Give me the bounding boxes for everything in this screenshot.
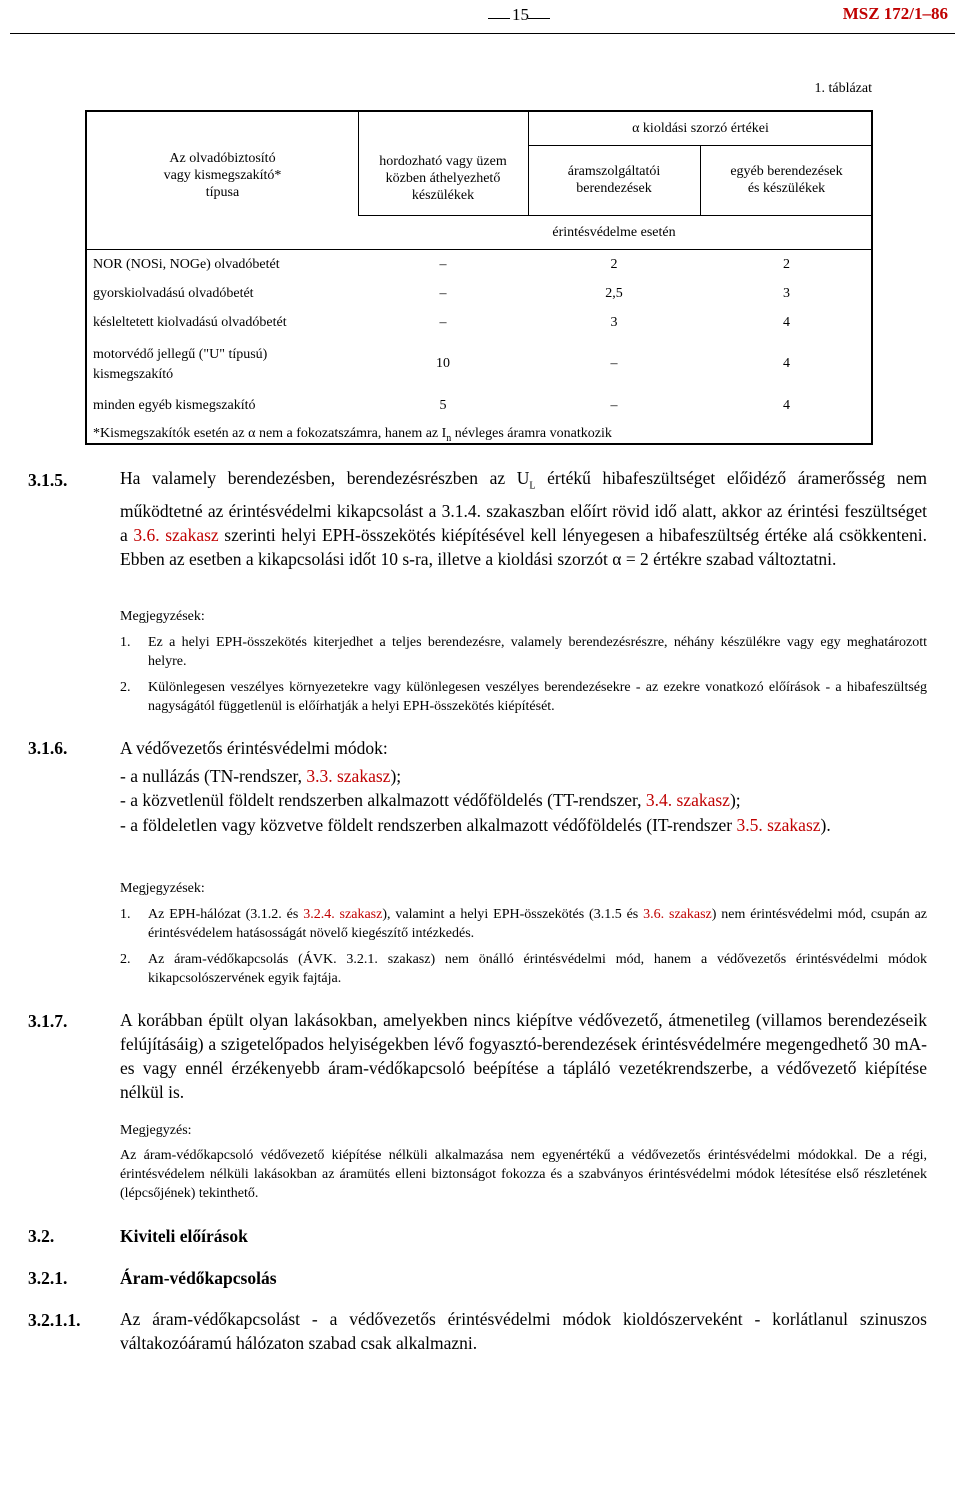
section-number-3-2-1: 3.2.1.	[28, 1268, 68, 1288]
note-number: 2.	[120, 952, 131, 967]
list-item: - a földeletlen vagy közvetve földelt rendszerben alkalmazott védőföldelés (IT-rendszer 3.5. szakasz).	[120, 815, 831, 835]
section-3-2-1-title: Áram-védőkapcsolás	[120, 1268, 277, 1288]
section-number-3-1-7: 3.1.7.	[28, 1011, 68, 1031]
cell-portable: –	[439, 286, 447, 301]
section-number-3-2: 3.2.	[28, 1226, 55, 1246]
note-number: 2.	[120, 680, 131, 695]
note-heading: Megjegyzés:	[120, 1123, 192, 1138]
section-3-2-title: Kiviteli előírások	[120, 1226, 248, 1246]
row-name: NOR (NOSi, NOGe) olvadóbetét	[93, 257, 280, 272]
cell-other: 4	[783, 315, 790, 330]
table-hline	[358, 215, 873, 216]
link-3-5[interactable]: 3.5. szakasz	[736, 815, 821, 835]
header-rule	[10, 33, 955, 34]
section-3-1-5-text: Ha valamely berendezésben, berendezésrészben az $U_L$ értékű hibafeszültséget előidéző áramerősség nem működtetné az érintésvédelmi kikapcsolást a 3.1.4. szakaszban előírt rövid idő alatt, akkor az érintési feszültséget a 3.6. szakasz szerinti helyi EPH-összekötés kiépítésével kell lényegesen a hibafeszültség értéke alá csökkenteni. Ebben az esetben a kikapcsolási időt 10 s-ra, illetve a kioldási szorzót α = 2 értékre szabad változtatni.	[120, 468, 927, 569]
note-text: Ez a helyi EPH-összekötés kiterjedhet a teljes berendezésre, valamely berendezésrészre, néhány készülékre vagy egy meghatározott helyre.	[148, 635, 927, 669]
col-type-header: Az olvadóbiztosító vagy kismegszakító* típusa	[163, 151, 282, 200]
link-3-4[interactable]: 3.4. szakasz	[645, 790, 730, 810]
page-number: 15	[512, 5, 529, 24]
alpha-table	[85, 110, 873, 445]
link-3-3[interactable]: 3.3. szakasz	[306, 766, 391, 786]
table-caption: 1. táblázat	[814, 81, 872, 96]
cell-portable: –	[439, 257, 447, 272]
note-text: Az áram-védőkapcsolás (ÁVK. 3.2.1. szakasz) nem önálló érintésvédelmi mód, hanem a védővezetős érintésvédelmi módok kikapcsolószervének egyik fajtája.	[148, 952, 927, 986]
col-protection-header: érintésvédelme esetén	[552, 225, 676, 240]
cell-service: 2,5	[605, 286, 623, 301]
cell-service: 2	[610, 257, 618, 272]
col-service-header: áramszolgáltatói berendezések	[567, 164, 661, 196]
cell-other: 4	[783, 398, 790, 413]
row-name: késleltetett kiolvadású olvadóbetét	[93, 315, 287, 330]
cell-other: 2	[783, 257, 790, 272]
cell-service: –	[610, 398, 618, 413]
section-3-1-7-text: A korábban épült olyan lakásokban, amelyekben nincs kiépítve védővezető, átmenetileg (villamos berendezéseik felújításáig) a szigetelőpados helyiségekben lévő fogyasztó-berendezések érintésvédelmére megengedhető 30 mA-es vagy ennél érzékenyebb áram-védőkapcsoló beépítése a tápláló vezetékrendszerbe, a védővezető kiépítése nélkül is.	[120, 1010, 927, 1102]
col-alpha-header: α kioldási szorzó értékei	[632, 121, 769, 136]
header-dash-right	[528, 18, 550, 19]
col-other-header: egyéb berendezések és készülékek	[730, 164, 843, 196]
standard-id: MSZ 172/1–86	[842, 4, 948, 23]
table-hline	[528, 145, 873, 146]
row-name: minden egyéb kismegszakító	[93, 398, 256, 413]
cell-portable: 10	[436, 356, 450, 371]
cell-portable: 5	[439, 398, 447, 413]
note-text: Az áram-védőkapcsoló védővezető kiépítése nélküli alkalmazása nem egyenértékű a védővezetős érintésvédelmi módokkal. De a régi, érintésvédelem nélküli lakásokban az áramütés elleni biztonságot fokozza és a szabványos érintésvédelmi módok létesítése első részletének (lépcsőjének) tekinthető.	[120, 1148, 927, 1201]
notes-heading: Megjegyzések:	[120, 609, 205, 624]
col-portable-header: hordozható vagy üzem közben áthelyezhető készülékek	[379, 154, 507, 203]
cell-service: –	[610, 356, 618, 371]
note-number: 1.	[120, 907, 131, 922]
cell-service: 3	[610, 315, 618, 330]
link-3-2-4[interactable]: 3.2.4. szakasz	[303, 907, 383, 922]
cell-other: 3	[783, 286, 790, 301]
section-3-1-6-title: A védővezetős érintésvédelmi módok:	[120, 738, 388, 758]
list-item: - a nullázás (TN-rendszer, 3.3. szakasz);	[120, 766, 402, 786]
note-number: 1.	[120, 635, 131, 650]
table-footnote: *Kismegszakítók esetén az α nem a fokozatszámra, hanem az $I_n$ névleges áramra vonatkozik	[93, 426, 612, 444]
link-3-6[interactable]: 3.6. szakasz	[643, 907, 712, 922]
note-text: Különlegesen veszélyes környezetekre vagy különlegesen veszélyes berendezésekre - az ezekre vonatkozó előírások - a hibafeszültség nagyságától függetlenül is előírhatják a helyi EPH-összekötés kiépítését.	[148, 680, 927, 714]
cell-other: 4	[783, 356, 790, 371]
header-dash-left	[488, 18, 510, 19]
row-name: gyorskiolvadású olvadóbetét	[93, 286, 254, 301]
link-3-6[interactable]: 3.6. szakasz	[133, 524, 219, 545]
notes-heading: Megjegyzések:	[120, 881, 205, 896]
section-number-3-2-1-1: 3.2.1.1.	[28, 1310, 81, 1330]
cell-portable: –	[439, 315, 447, 330]
section-number-3-1-5: 3.1.5.	[28, 470, 68, 490]
table-hline	[87, 249, 873, 250]
section-3-2-1-1-text: Az áram-védőkapcsolást - a védővezetős érintésvédelmi módok kioldószerveként - korlátlanul szinuszos váltakozóáramú hálózaton szabad csak alkalmazni.	[120, 1309, 927, 1353]
note-text: Az EPH-hálózat (3.1.2. és 3.2.4. szakasz), valamint a helyi EPH-összekötés (3.1.5 és 3.6. szakasz) nem érintésvédelmi mód, csupán az érintésvédelem hatásosságát növelő kiegészítő intézkedés.	[148, 907, 928, 941]
row-name: motorvédő jellegű ("U" típusú) kismegszakító	[93, 347, 268, 382]
list-item: - a közvetlenül földelt rendszerben alkalmazott védőföldelés (TT-rendszer, 3.4. szakasz);	[120, 790, 741, 810]
section-number-3-1-6: 3.1.6.	[28, 738, 68, 758]
